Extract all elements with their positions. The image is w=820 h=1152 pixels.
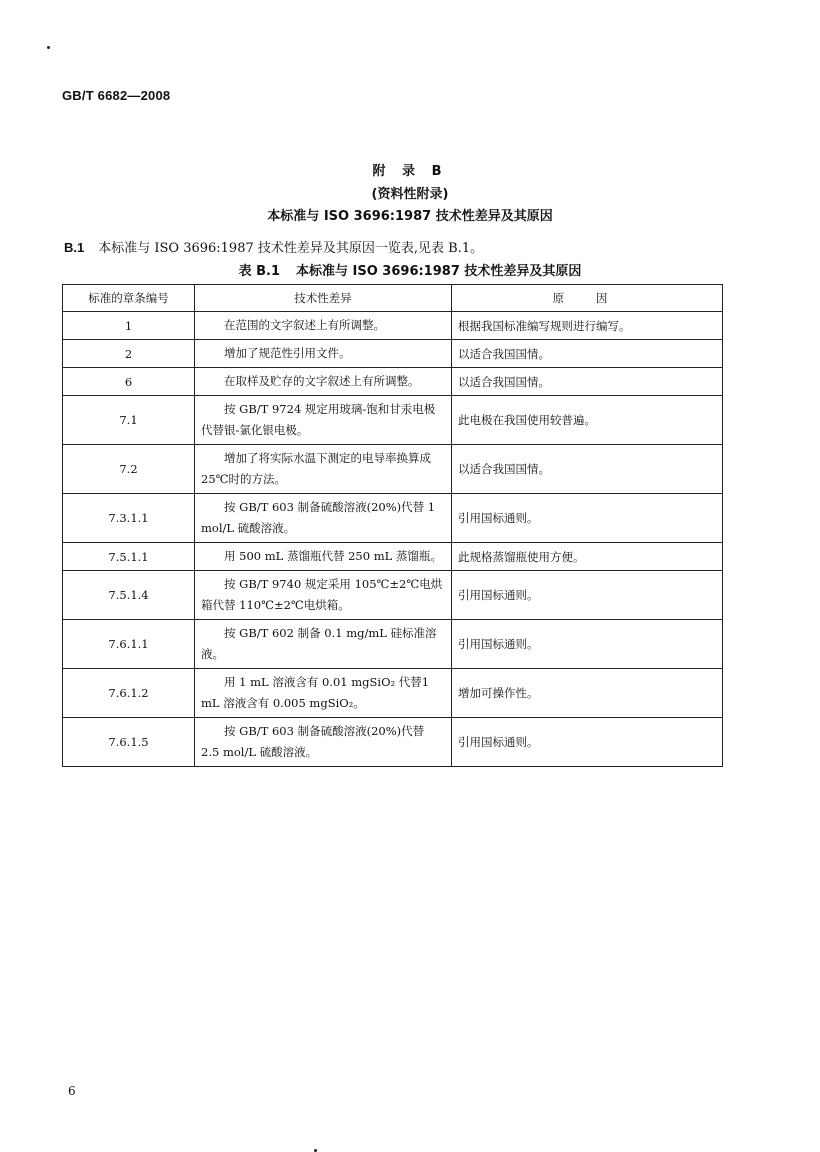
- table-row: [63, 669, 723, 718]
- table-caption: [0, 260, 820, 279]
- row-difference: 用 500 mL 蒸馏瓶代替 250 mL 蒸馏瓶。: [195, 543, 452, 571]
- row-clause: 1: [63, 312, 195, 340]
- row-difference: 按 GB/T 602 制备 0.1 mg/mL 硅标准溶液。: [195, 620, 452, 669]
- row-difference: 按 GB/T 603 制备硫酸溶液(20%)代替 2.5 mol/L 硫酸溶液。: [195, 718, 452, 767]
- page-number: 6: [68, 1084, 76, 1098]
- row-difference: 在取样及贮存的文字叙述上有所调整。: [195, 368, 452, 396]
- row-reason: 此规格蒸馏瓶使用方便。: [452, 543, 723, 571]
- row-difference: 增加了将实际水温下测定的电导率换算成 25℃时的方法。: [195, 445, 452, 494]
- scan-speck: [47, 46, 50, 49]
- appendix-title: 附 录 B: [372, 164, 448, 179]
- table-caption-title: 本标准与 ISO 3696:1987 技术性差异及其原因: [296, 264, 582, 279]
- row-reason: 根据我国标准编写规则进行编写。: [452, 312, 723, 340]
- row-clause: 7.6.1.2: [63, 669, 195, 718]
- row-reason: 引用国标通则。: [452, 718, 723, 767]
- row-difference: 按 GB/T 603 制备硫酸溶液(20%)代替 1 mol/L 硫酸溶液。: [195, 494, 452, 543]
- table-row: [63, 620, 723, 669]
- row-reason: 引用国标通则。: [452, 494, 723, 543]
- row-clause: 7.3.1.1: [63, 494, 195, 543]
- row-difference: 用 1 mL 溶液含有 0.01 mgSiO₂ 代替1 mL 溶液含有 0.005 mgSiO₂。: [195, 669, 452, 718]
- table-row: [63, 340, 723, 368]
- header-clause: 标准的章条编号: [63, 285, 195, 312]
- row-clause: 7.1: [63, 396, 195, 445]
- header-reason: 原 因: [452, 285, 723, 312]
- clause-b1: [64, 237, 483, 256]
- row-reason: 以适合我国国情。: [452, 340, 723, 368]
- table-row: [63, 571, 723, 620]
- appendix-type: (资料性附录): [371, 187, 449, 202]
- row-clause: 7.5.1.1: [63, 543, 195, 571]
- table-header-row: [63, 285, 723, 312]
- row-reason: 此电极在我国使用较普遍。: [452, 396, 723, 445]
- row-difference: 按 GB/T 9740 规定采用 105℃±2℃电烘箱代替 110℃±2℃电烘箱。: [195, 571, 452, 620]
- row-clause: 7.5.1.4: [63, 571, 195, 620]
- table-row: [63, 312, 723, 340]
- row-clause: 7.6.1.1: [63, 620, 195, 669]
- row-reason: 引用国标通则。: [452, 620, 723, 669]
- table-caption-number: 表 B.1: [238, 264, 280, 279]
- row-difference: 在范围的文字叙述上有所调整。: [195, 312, 452, 340]
- row-reason: 以适合我国国情。: [452, 445, 723, 494]
- standard-code: GB/T 6682—2008: [62, 88, 171, 103]
- differences-table: [62, 284, 723, 767]
- table-row: [63, 494, 723, 543]
- row-clause: 2: [63, 340, 195, 368]
- clause-text: 本标准与 ISO 3696:1987 技术性差异及其原因一览表,见表 B.1。: [98, 241, 484, 256]
- table-row: [63, 718, 723, 767]
- row-reason: 引用国标通则。: [452, 571, 723, 620]
- table-row: [63, 445, 723, 494]
- header-difference: 技术性差异: [195, 285, 452, 312]
- row-difference: 按 GB/T 9724 规定用玻璃-饱和甘汞电极代替银-氯化银电极。: [195, 396, 452, 445]
- row-reason: 增加可操作性。: [452, 669, 723, 718]
- table-row: [63, 396, 723, 445]
- row-clause: 7.6.1.5: [63, 718, 195, 767]
- row-reason: 以适合我国国情。: [452, 368, 723, 396]
- table-row: [63, 368, 723, 396]
- table-row: [63, 543, 723, 571]
- clause-number: B.1: [64, 240, 85, 255]
- appendix-subject: 本标准与 ISO 3696:1987 技术性差异及其原因: [267, 209, 553, 224]
- row-difference: 增加了规范性引用文件。: [195, 340, 452, 368]
- row-clause: 7.2: [63, 445, 195, 494]
- row-clause: 6: [63, 368, 195, 396]
